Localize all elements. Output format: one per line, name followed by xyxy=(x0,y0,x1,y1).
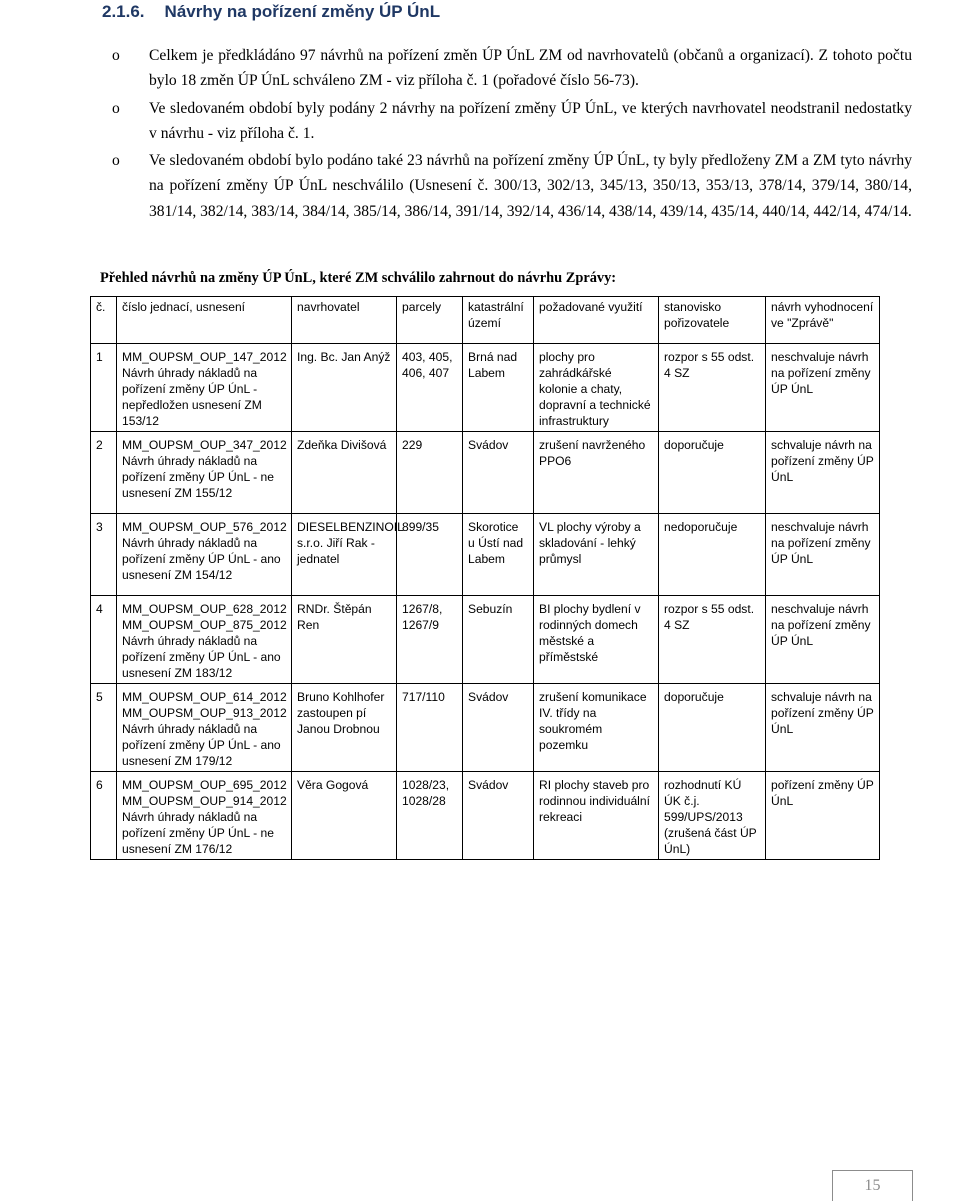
cell-cadastral-area: Sebuzín xyxy=(463,596,534,684)
section-heading xyxy=(102,2,440,22)
proposals-table xyxy=(90,296,880,860)
col-header-cadastral-area: katastrální území xyxy=(463,297,534,344)
page-number: 15 xyxy=(832,1170,913,1201)
cell-requested-use: zrušení navrženého PPO6 xyxy=(534,432,659,514)
table-row xyxy=(91,344,880,432)
cell-cadastral-area: Skorotice u Ústí nad Labem xyxy=(463,514,534,596)
cell-applicant: Ing. Bc. Jan Anýž xyxy=(292,344,397,432)
cell-opinion: nedoporučuje xyxy=(659,514,766,596)
table-row xyxy=(91,514,880,596)
cell-number: 6 xyxy=(91,772,117,860)
table-caption: Přehled návrhů na změny ÚP ÚnL, které ZM schválilo zahrnout do návrhu Zprávy: xyxy=(100,270,617,286)
table-row xyxy=(91,596,880,684)
cell-evaluation: neschvaluje návrh na pořízení změny ÚP ÚnL xyxy=(766,344,880,432)
cell-applicant: RNDr. Štěpán Ren xyxy=(292,596,397,684)
cell-number: 2 xyxy=(91,432,117,514)
cell-requested-use: VL plochy výroby a skladování - lehký průmysl xyxy=(534,514,659,596)
cell-evaluation: neschvaluje návrh na pořízení změny ÚP ÚnL xyxy=(766,514,880,596)
table-header-row xyxy=(91,297,880,344)
cell-requested-use: plochy pro zahrádkářské kolonie a chaty, dopravní a technické infrastruktury xyxy=(534,344,659,432)
cell-reference: MM_OUPSM_OUP_695_2012 MM_OUPSM_OUP_914_2012 Návrh úhrady nákladů na pořízení změny ÚP ÚnL - ne usnesení ZM 176/12 xyxy=(117,772,292,860)
cell-cadastral-area: Svádov xyxy=(463,432,534,514)
cell-parcels: 403, 405, 406, 407 xyxy=(397,344,463,432)
cell-reference: MM_OUPSM_OUP_628_2012 MM_OUPSM_OUP_875_2012 Návrh úhrady nákladů na pořízení změny ÚP ÚnL - ano usnesení ZM 183/12 xyxy=(117,596,292,684)
cell-cadastral-area: Brná nad Labem xyxy=(463,344,534,432)
col-header-opinion: stanovisko pořizovatele xyxy=(659,297,766,344)
bullet-text: Ve sledovaném období bylo podáno také 23 návrhů na pořízení změny ÚP ÚnL, ty byly předloženy ZM a ZM tyto návrhy na pořízení změny ÚP ÚnL neschválilo (Usnesení č. 300/13, 302/13, 345/13, 350/13, 353/13, 378/14, 379/14, 380/14, 381/14, 382/14, 383/14, 384/14, 385/14, 386/14, 391/14, 392/14, 436/14, 438/14, 439/14, 435/14, 440/14, 442/14, 474/14. xyxy=(149,152,912,220)
table-row xyxy=(91,772,880,860)
cell-parcels: 717/110 xyxy=(397,684,463,772)
cell-evaluation: schvaluje návrh na pořízení změny ÚP ÚnL xyxy=(766,432,880,514)
cell-opinion: rozhodnutí KÚ ÚK č.j. 599/UPS/2013 (zrušená část ÚP ÚnL) xyxy=(659,772,766,860)
bullet-mark: o xyxy=(112,47,120,64)
bullet-text: Ve sledovaném období byly podány 2 návrhy na pořízení změny ÚP ÚnL, ve kterých navrhovatel neodstranil nedostatky v návrhu - viz příloha č. 1. xyxy=(149,99,912,142)
cell-reference: MM_OUPSM_OUP_576_2012 Návrh úhrady nákladů na pořízení změny ÚP ÚnL - ano usnesení ZM 154/12 xyxy=(117,514,292,596)
section-number: 2.1.6. xyxy=(102,2,145,21)
cell-requested-use: RI plochy staveb pro rodinnou individuální rekreaci xyxy=(534,772,659,860)
cell-parcels: 1028/23, 1028/28 xyxy=(397,772,463,860)
cell-opinion: rozpor s 55 odst. 4 SZ xyxy=(659,344,766,432)
cell-parcels: 229 xyxy=(397,432,463,514)
cell-applicant: Bruno Kohlhofer zastoupen pí Janou Drobnou xyxy=(292,684,397,772)
col-header-parcels: parcely xyxy=(397,297,463,344)
cell-parcels: 899/35 xyxy=(397,514,463,596)
cell-number: 5 xyxy=(91,684,117,772)
cell-reference: MM_OUPSM_OUP_347_2012 Návrh úhrady nákladů na pořízení změny ÚP ÚnL - ne usnesení ZM 155/12 xyxy=(117,432,292,514)
cell-applicant: Zdeňka Divišová xyxy=(292,432,397,514)
cell-requested-use: BI plochy bydlení v rodinných domech městské a příměstské xyxy=(534,596,659,684)
cell-evaluation: neschvaluje návrh na pořízení změny ÚP ÚnL xyxy=(766,596,880,684)
cell-reference: MM_OUPSM_OUP_614_2012 MM_OUPSM_OUP_913_2012 Návrh úhrady nákladů na pořízení změny ÚP ÚnL - ano usnesení ZM 179/12 xyxy=(117,684,292,772)
cell-number: 4 xyxy=(91,596,117,684)
bullet-mark: o xyxy=(112,152,120,170)
cell-parcels: 1267/8, 1267/9 xyxy=(397,596,463,684)
bullet-text: Celkem je předkládáno 97 návrhů na pořízení změn ÚP ÚnL ZM od navrhovatelů (občanů a organizací). Z tohoto počtu bylo 18 změn ÚP ÚnL schváleno ZM - viz příloha č. 1 (pořadové číslo 56-73). xyxy=(149,47,912,90)
list-item xyxy=(112,148,912,224)
col-header-applicant: navrhovatel xyxy=(292,297,397,344)
cell-opinion: doporučuje xyxy=(659,432,766,514)
col-header-requested-use: požadované využití xyxy=(534,297,659,344)
bullet-mark: o xyxy=(112,99,120,117)
col-header-number: č. xyxy=(91,297,117,344)
cell-number: 1 xyxy=(91,344,117,432)
list-item xyxy=(112,96,912,147)
table-row xyxy=(91,432,880,514)
cell-applicant: DIESELBENZINOIL s.r.o. Jiří Rak - jednatel xyxy=(292,514,397,596)
cell-evaluation: schvaluje návrh na pořízení změny ÚP ÚnL xyxy=(766,684,880,772)
list-item xyxy=(112,43,912,94)
cell-opinion: doporučuje xyxy=(659,684,766,772)
cell-cadastral-area: Svádov xyxy=(463,684,534,772)
cell-number: 3 xyxy=(91,514,117,596)
table-row xyxy=(91,684,880,772)
cell-opinion: rozpor s 55 odst. 4 SZ xyxy=(659,596,766,684)
col-header-evaluation: návrh vyhodnocení ve "Zprávě" xyxy=(766,297,880,344)
bullet-list xyxy=(112,43,912,224)
cell-requested-use: zrušení komunikace IV. třídy na soukromém pozemku xyxy=(534,684,659,772)
cell-applicant: Věra Gogová xyxy=(292,772,397,860)
cell-reference: MM_OUPSM_OUP_147_2012 Návrh úhrady nákladů na pořízení změny ÚP ÚnL - nepředložen usnesení ZM 153/12 xyxy=(117,344,292,432)
cell-cadastral-area: Svádov xyxy=(463,772,534,860)
cell-evaluation: pořízení změny ÚP ÚnL xyxy=(766,772,880,860)
col-header-reference: číslo jednací, usnesení xyxy=(117,297,292,344)
section-title: Návrhy na pořízení změny ÚP ÚnL xyxy=(164,2,441,21)
